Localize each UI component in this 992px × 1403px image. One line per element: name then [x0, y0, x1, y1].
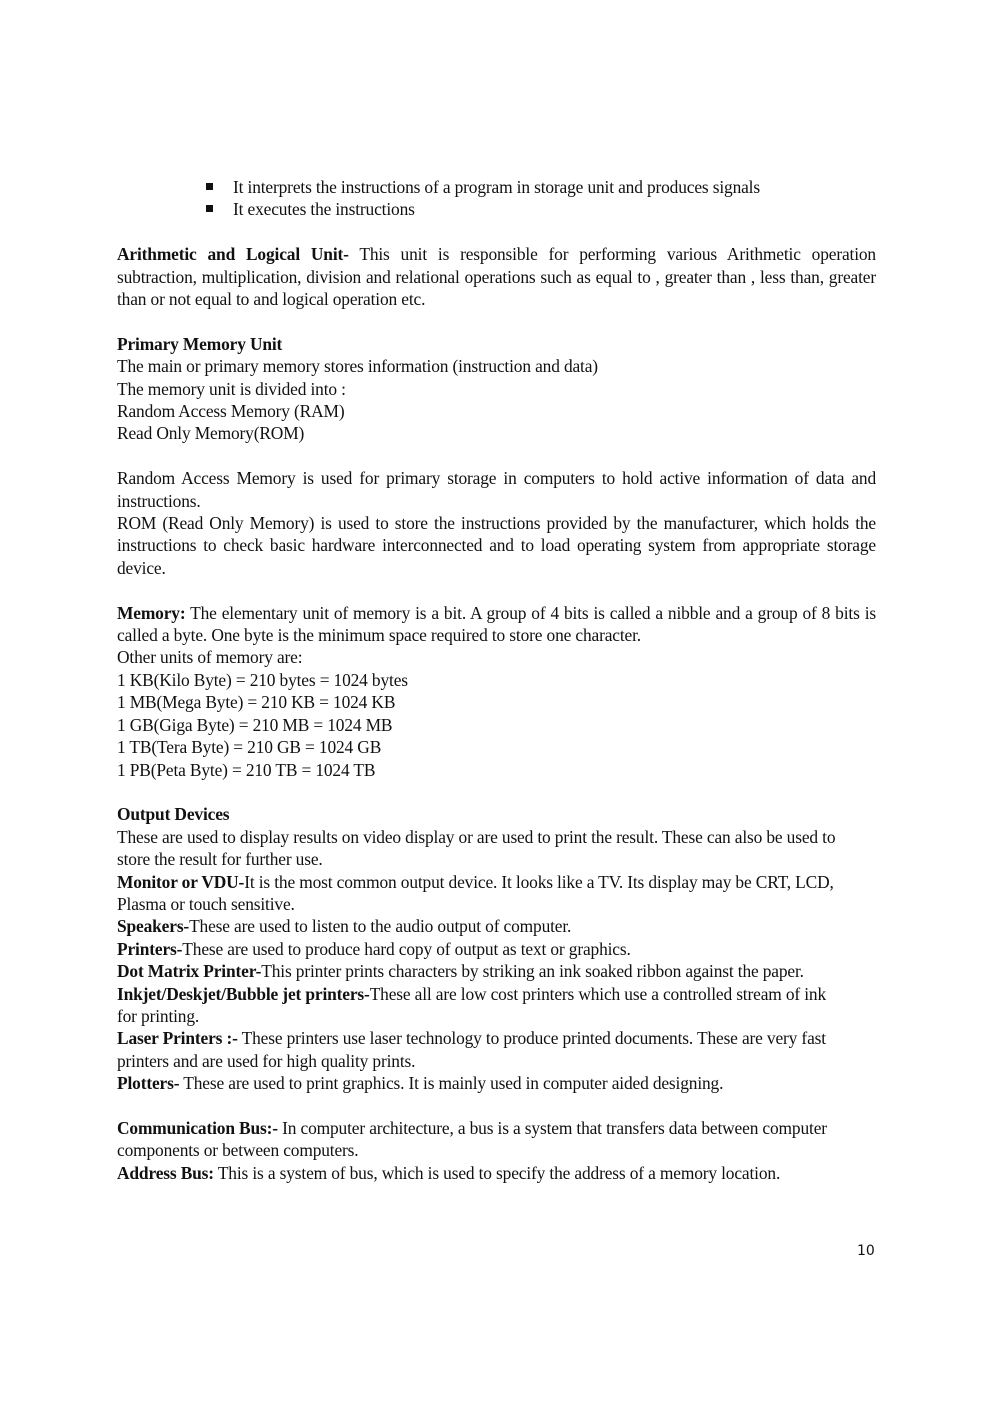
primary-memory-line: Random Access Memory (RAM) — [117, 401, 345, 422]
output-devices-intro: These are used to display results on video display or are used to print the result. These can also be used to store the result for further use. — [117, 826, 836, 870]
rom-paragraph: ROM (Read Only Memory) is used to store the instructions provided by the manufacturer, which holds the instructions to check basic hardware interconnected and to load operating system from appropriate storage device. — [117, 513, 876, 578]
output-device-item: Dot Matrix Printer-This printer prints characters by striking an ink soaked ribbon against the paper. — [117, 961, 804, 982]
memory-unit-line: 1 TB(Tera Byte) = 210 GB = 1024 GB — [117, 737, 382, 758]
ram-paragraph: Random Access Memory is used for primary storage in computers to hold active information of data and instructions. — [117, 468, 876, 511]
page-number: 10 — [857, 1243, 875, 1259]
primary-memory-line: Read Only Memory(ROM) — [117, 423, 305, 444]
memory-unit-line: 1 GB(Giga Byte) = 210 MB = 1024 MB — [117, 714, 393, 735]
output-device-item: Plotters- These are used to print graphics. It is mainly used in computer aided designing. — [117, 1073, 724, 1094]
bullet-list — [117, 176, 876, 221]
alu-heading: Arithmetic and Logical Unit- — [117, 244, 349, 265]
output-device-item: Laser Printers :- These printers use laser technology to produce printed documents. These are very fast printers and are used for high quality prints. — [117, 1028, 826, 1071]
memory-heading: Memory: — [117, 602, 186, 623]
primary-memory-heading: Primary Memory Unit — [117, 333, 283, 354]
bullet-item: It interprets the instructions of a program in storage unit and produces signals — [233, 176, 876, 198]
memory-unit-line: 1 MB(Mega Byte) = 210 KB = 1024 KB — [117, 692, 396, 713]
memory-other-units: Other units of memory are: — [117, 647, 303, 668]
address-bus-paragraph: Address Bus: This is a system of bus, which is used to specify the address of a memory location. — [117, 1162, 781, 1183]
memory-unit-line: 1 PB(Peta Byte) = 210 TB = 1024 TB — [117, 759, 376, 780]
square-bullet-icon — [206, 205, 213, 212]
square-bullet-icon — [206, 183, 213, 190]
memory-unit-line: 1 KB(Kilo Byte) = 210 bytes = 1024 bytes — [117, 669, 408, 690]
alu-paragraph: Arithmetic and Logical Unit- This unit is responsible for performing various Arithmetic operation subtraction, multiplication, division and relational operations such as equal to , greater than , less than, greater than or not equal to and logical operation etc. — [117, 244, 876, 310]
output-device-item: Printers-These are used to produce hard copy of output as text or graphics. — [117, 938, 631, 959]
memory-paragraph: Memory: The elementary unit of memory is a bit. A group of 4 bits is called a nibble and a group of 8 bits is called a byte. One byte is the minimum space required to store one character. — [117, 602, 876, 646]
bullet-item: It executes the instructions — [233, 198, 876, 220]
primary-memory-line: The memory unit is divided into : — [117, 378, 346, 399]
communication-bus-paragraph: Communication Bus:- In computer architecture, a bus is a system that transfers data between computer components or between computers. — [117, 1117, 827, 1161]
output-devices-heading: Output Devices — [117, 804, 230, 825]
primary-memory-line: The main or primary memory stores information (instruction and data) — [117, 356, 598, 377]
document-page — [117, 176, 876, 1184]
output-device-item: Monitor or VDU-It is the most common output device. It looks like a TV. Its display may be CRT, LCD, Plasma or touch sensitive. — [117, 871, 834, 914]
output-device-item: Speakers-These are used to listen to the audio output of computer. — [117, 916, 572, 937]
output-device-item: Inkjet/Deskjet/Bubble jet printers-These all are low cost printers which use a controlled stream of ink for printing. — [117, 983, 827, 1026]
